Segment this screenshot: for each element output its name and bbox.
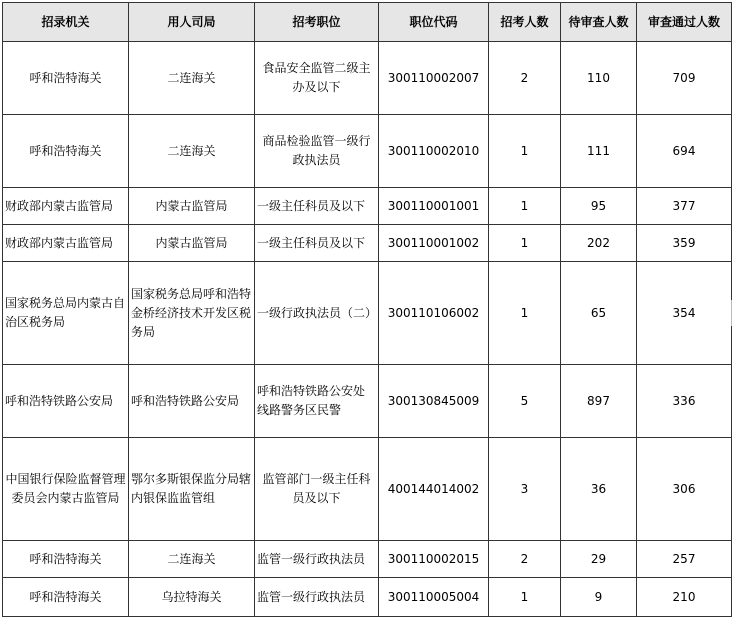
cell-code: 300110002010 [379, 115, 489, 188]
cell-hiring: 1 [489, 115, 561, 188]
cell-approved: 377 [637, 188, 732, 225]
cell-position: 商品检验监管一级行政执法员 [255, 115, 379, 188]
cell-bureau: 呼和浩特铁路公安局 [129, 365, 255, 438]
cell-pending: 9 [561, 578, 637, 617]
cell-bureau: 国家税务总局呼和浩特金桥经济技术开发区税务局 [129, 262, 255, 365]
cell-bureau: 二连海关 [129, 42, 255, 115]
table-row [3, 42, 732, 115]
cell-approved: 354 [637, 262, 732, 365]
cell-hiring: 1 [489, 188, 561, 225]
cell-pending: 202 [561, 225, 637, 262]
header-position-code: 职位代码 [379, 3, 489, 42]
cell-position: 一级主任科员及以下 [255, 188, 379, 225]
exam-statistics-table [2, 2, 732, 617]
cell-agency: 国家税务总局内蒙古自治区税务局 [3, 262, 129, 365]
cell-approved: 694 [637, 115, 732, 188]
cell-code: 300110002007 [379, 42, 489, 115]
header-approved: 审查通过人数 [637, 3, 732, 42]
cell-position: 监管部门一级主任科员及以下 [255, 438, 379, 541]
cell-approved: 336 [637, 365, 732, 438]
cell-hiring: 1 [489, 262, 561, 365]
cell-bureau: 二连海关 [129, 541, 255, 578]
cell-hiring: 2 [489, 541, 561, 578]
cell-pending: 111 [561, 115, 637, 188]
cell-hiring: 1 [489, 578, 561, 617]
cell-position: 呼和浩特铁路公安处线路警务区民警 [255, 365, 379, 438]
cell-code: 300110001002 [379, 225, 489, 262]
cell-position: 食品安全监管二级主办及以下 [255, 42, 379, 115]
cell-agency: 呼和浩特海关 [3, 42, 129, 115]
table-row [3, 262, 732, 365]
cell-code: 300110001001 [379, 188, 489, 225]
cell-position: 监管一级行政执法员 [255, 578, 379, 617]
table-row [3, 225, 732, 262]
header-position: 招考职位 [255, 3, 379, 42]
cell-agency: 财政部内蒙古监管局 [3, 188, 129, 225]
cell-code: 300130845009 [379, 365, 489, 438]
cell-code: 300110005004 [379, 578, 489, 617]
cell-hiring: 2 [489, 42, 561, 115]
cell-agency: 呼和浩特海关 [3, 115, 129, 188]
header-employing-bureau: 用人司局 [129, 3, 255, 42]
header-hiring-count: 招考人数 [489, 3, 561, 42]
cell-hiring: 1 [489, 225, 561, 262]
cell-agency: 呼和浩特海关 [3, 541, 129, 578]
table-row [3, 438, 732, 541]
cell-position: 一级行政执法员（二） [255, 262, 379, 365]
cell-code: 300110002015 [379, 541, 489, 578]
cell-bureau: 内蒙古监管局 [129, 225, 255, 262]
table-row [3, 578, 732, 617]
cell-agency: 财政部内蒙古监管局 [3, 225, 129, 262]
table-row [3, 365, 732, 438]
cell-pending: 65 [561, 262, 637, 365]
cell-approved: 359 [637, 225, 732, 262]
cell-hiring: 5 [489, 365, 561, 438]
cell-approved: 306 [637, 438, 732, 541]
cell-pending: 95 [561, 188, 637, 225]
cell-agency: 中国银行保险监督管理委员会内蒙古监管局 [3, 438, 129, 541]
cell-pending: 110 [561, 42, 637, 115]
cell-code: 300110106002 [379, 262, 489, 365]
header-recruiting-agency: 招录机关 [3, 3, 129, 42]
cell-pending: 897 [561, 365, 637, 438]
cell-agency: 呼和浩特铁路公安局 [3, 365, 129, 438]
cell-pending: 36 [561, 438, 637, 541]
cell-position: 一级主任科员及以下 [255, 225, 379, 262]
cell-hiring: 3 [489, 438, 561, 541]
cell-bureau: 二连海关 [129, 115, 255, 188]
table-row [3, 188, 732, 225]
cell-position: 监管一级行政执法员 [255, 541, 379, 578]
table-header-row [3, 3, 732, 42]
cell-agency: 呼和浩特海关 [3, 578, 129, 617]
cell-approved: 257 [637, 541, 732, 578]
header-pending-review: 待审查人数 [561, 3, 637, 42]
cell-pending: 29 [561, 541, 637, 578]
cell-bureau: 内蒙古监管局 [129, 188, 255, 225]
cell-bureau: 乌拉特海关 [129, 578, 255, 617]
cell-code: 400144014002 [379, 438, 489, 541]
cell-approved: 210 [637, 578, 732, 617]
scroll-edge-marker [731, 300, 735, 326]
cell-bureau: 鄂尔多斯银保监分局辖内银保监监管组 [129, 438, 255, 541]
table-row [3, 541, 732, 578]
table-row [3, 115, 732, 188]
cell-approved: 709 [637, 42, 732, 115]
